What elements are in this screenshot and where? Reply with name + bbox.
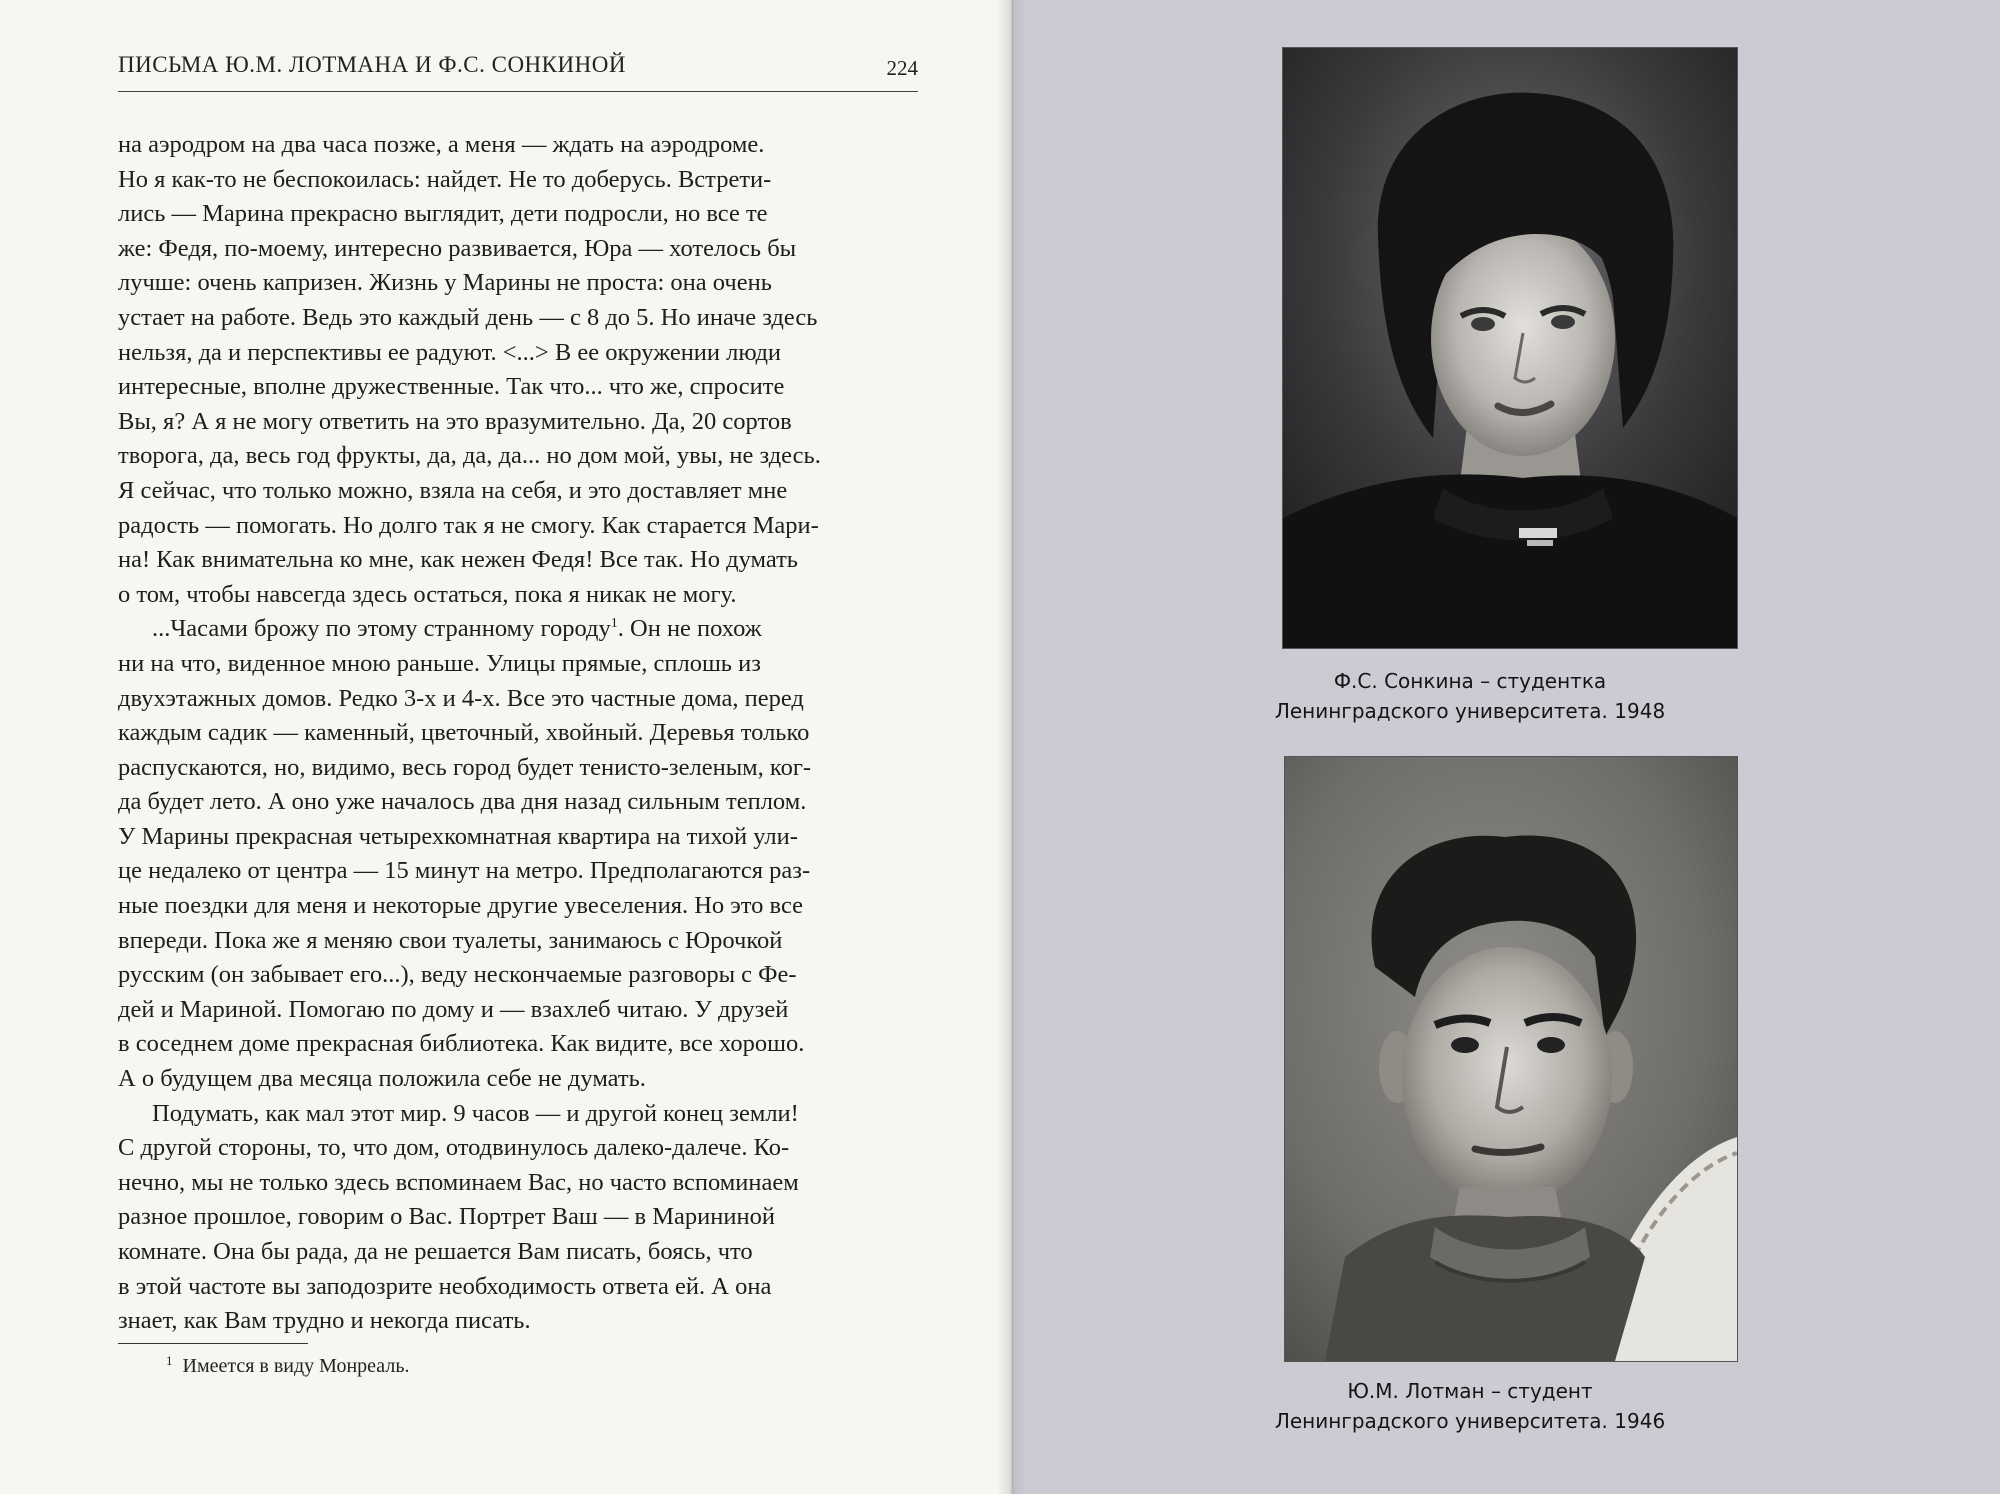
- photo-caption-sonkina: [1215, 666, 1725, 726]
- text-line: Вы, я? А я не могу ответить на это вразумительно. Да, 20 сортов: [118, 407, 792, 435]
- text-line: на! Как внимательна ко мне, как нежен Федя! Все так. Но думать: [118, 546, 798, 574]
- text-line: в этой частоте вы заподозрите необходимость ответа ей. А она: [118, 1272, 772, 1300]
- text-line: С другой стороны, то, что дом, отодвинулось далеко-далече. Ко-: [118, 1134, 790, 1162]
- text-line: двухэтажных домов. Редко 3-х и 4-х. Все это частные дома, перед: [118, 684, 804, 712]
- caption-line: Ленинградского университета. 1948: [1274, 699, 1666, 723]
- book-gutter: [996, 0, 1026, 1494]
- text-line: же: Федя, по-моему, интересно развивается, Юра — хотелось бы: [118, 234, 797, 262]
- text-line: А о будущем два месяца положила себе не думать.: [118, 1065, 646, 1093]
- portrait-photo-sonkina: [1282, 47, 1738, 649]
- portrait-image: [1283, 48, 1737, 648]
- text-line: Я сейчас, что только можно, взяла на себя, и это доставляет мне: [118, 476, 788, 504]
- portrait-photo-lotman: [1284, 756, 1738, 1362]
- text-fragment: . Он не похож: [617, 615, 762, 643]
- footnote-reference[interactable]: 1: [610, 616, 618, 632]
- text-line: це недалеко от центра — 15 минут на метро. Предполагаются раз-: [118, 857, 811, 885]
- text-line: творога, да, весь год фрукты, да, да, да... но дом мой, увы, не здесь.: [118, 442, 821, 470]
- text-line: комнате. Она бы рада, да не решается Вам писать, боясь, что: [118, 1238, 753, 1265]
- text-line: Но я как-то не беспокоилась: найдет. Не то доберусь. Встрети-: [118, 165, 772, 193]
- text-line: знает, как Вам трудно и некогда писать.: [118, 1307, 531, 1335]
- paragraph-start-line: [118, 612, 930, 647]
- text-line: разное прошлое, говорим о Вас. Портрет Ваш — в Марининой: [118, 1203, 775, 1231]
- text-line: нечно, мы не только здесь вспоминаем Вас, но часто вспоминаем: [118, 1168, 799, 1196]
- text-line: лучше: очень капризен. Жизнь у Марины не проста: она очень: [118, 269, 772, 297]
- text-line: радость — помогать. Но долго так я не смогу. Как старается Мари-: [118, 511, 819, 539]
- footnote-text: Имеется в виду Монреаль.: [182, 1355, 410, 1377]
- text-line: в соседнем доме прекрасная библиотека. Как видите, все хорошо.: [118, 1030, 805, 1058]
- text-line: на аэродром на два часа позже, а меня — ждать на аэродроме.: [118, 131, 765, 158]
- caption-line: Ленинградского университета. 1946: [1274, 1409, 1666, 1433]
- body-text: [118, 128, 930, 1339]
- text-line: У Марины прекрасная четырехкомнатная квартира на тихой ули-: [118, 822, 798, 850]
- text-fragment: ...Часами брожу по этому странному городу: [152, 615, 611, 643]
- text-line: впереди. Пока же я меняю свои туалеты, занимаюсь с Юрочкой: [118, 926, 783, 954]
- caption-line: Ю.М. Лотман – студент: [1347, 1379, 1593, 1403]
- footnote-mark: 1: [166, 1353, 173, 1368]
- portrait-image: [1285, 757, 1737, 1361]
- text-line: русским (он забывает его...), веду нескончаемые разговоры с Фе-: [118, 961, 797, 989]
- text-line: о том, чтобы навсегда здесь остаться, пока я никак не могу.: [118, 580, 737, 608]
- text-line: ни на что, виденное мною раньше. Улицы прямые, сплошь из: [118, 649, 761, 677]
- photo-caption-lotman: [1215, 1376, 1725, 1436]
- text-line: лись — Марина прекрасно выглядит, дети подросли, но все те: [118, 200, 768, 228]
- text-line: устает на работе. Ведь это каждый день — с 8 до 5. Но иначе здесь: [118, 303, 818, 331]
- text-line: нельзя, да и перспективы ее радуют. <...> В ее окружении люди: [118, 338, 782, 366]
- footnote: [166, 1353, 409, 1378]
- text-line: ные поездки для меня и некоторые другие увеселения. Но это все: [118, 892, 804, 920]
- footnote-rule: [118, 1343, 308, 1344]
- page-number: 224: [886, 56, 918, 80]
- text-line: дей и Мариной. Помогаю по дому и — взахлеб читаю. У друзей: [118, 995, 789, 1023]
- text-line: распускаются, но, видимо, весь город будет тенисто-зеленым, ког-: [118, 753, 812, 781]
- running-title: ПИСЬМА Ю.М. ЛОТМАНА И Ф.С. СОНКИНОЙ: [118, 52, 626, 77]
- caption-line: Ф.С. Сонкина – студентка: [1333, 669, 1607, 693]
- text-line: да будет лето. А оно уже началось два дня назад сильным теплом.: [118, 788, 807, 816]
- header-rule: [118, 91, 918, 92]
- text-line: интересные, вполне дружественные. Так что... что же, спросите: [118, 373, 785, 401]
- paragraph-start-line: Подумать, как мал этот мир. 9 часов — и другой конец земли!: [152, 1099, 799, 1127]
- text-line: каждым садик — каменный, цветочный, хвойный. Деревья только: [118, 719, 810, 747]
